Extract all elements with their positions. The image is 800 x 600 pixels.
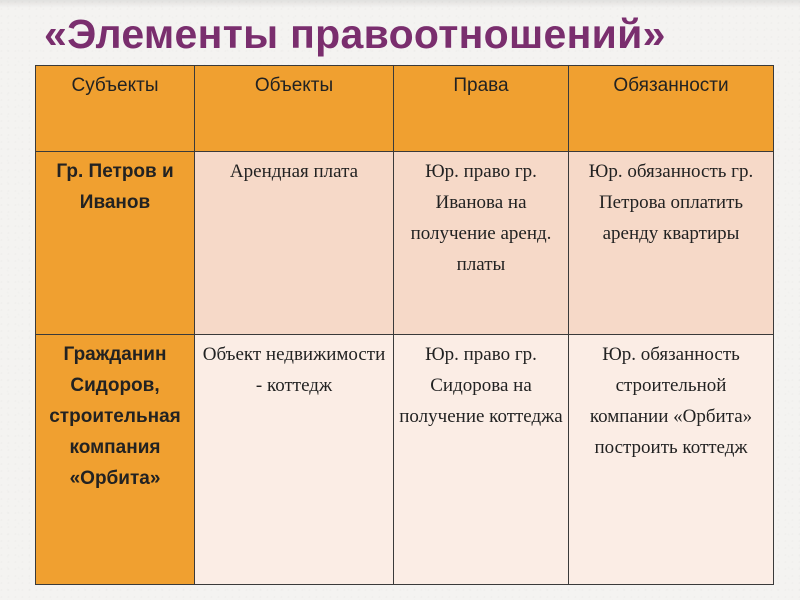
cell-right: Юр. право гр. Сидорова на получение коттеджа [394,335,569,585]
table-header-row [36,66,774,152]
legal-relations-table [35,65,774,585]
cell-object: Объект недвижимости - коттедж [195,335,394,585]
header-subjects: Субъекты [36,66,195,152]
cell-right: Юр. право гр. Иванова на получение аренд. платы [394,152,569,335]
slide-title: «Элементы правоотношений» [44,11,666,57]
cell-subject: Гражданин Сидоров, строительная компания «Орбита» [36,335,195,585]
cell-duty: Юр. обязанность гр. Петрова оплатить аренду квартиры [569,152,774,335]
table-row [36,335,774,585]
table-row [36,152,774,335]
cell-object: Арендная плата [195,152,394,335]
cell-duty: Юр. обязанность строительной компании «Орбита» построить коттедж [569,335,774,585]
header-rights: Права [394,66,569,152]
header-objects: Объекты [195,66,394,152]
top-shadow [0,0,800,8]
cell-subject: Гр. Петров и Иванов [36,152,195,335]
header-duties: Обязанности [569,66,774,152]
